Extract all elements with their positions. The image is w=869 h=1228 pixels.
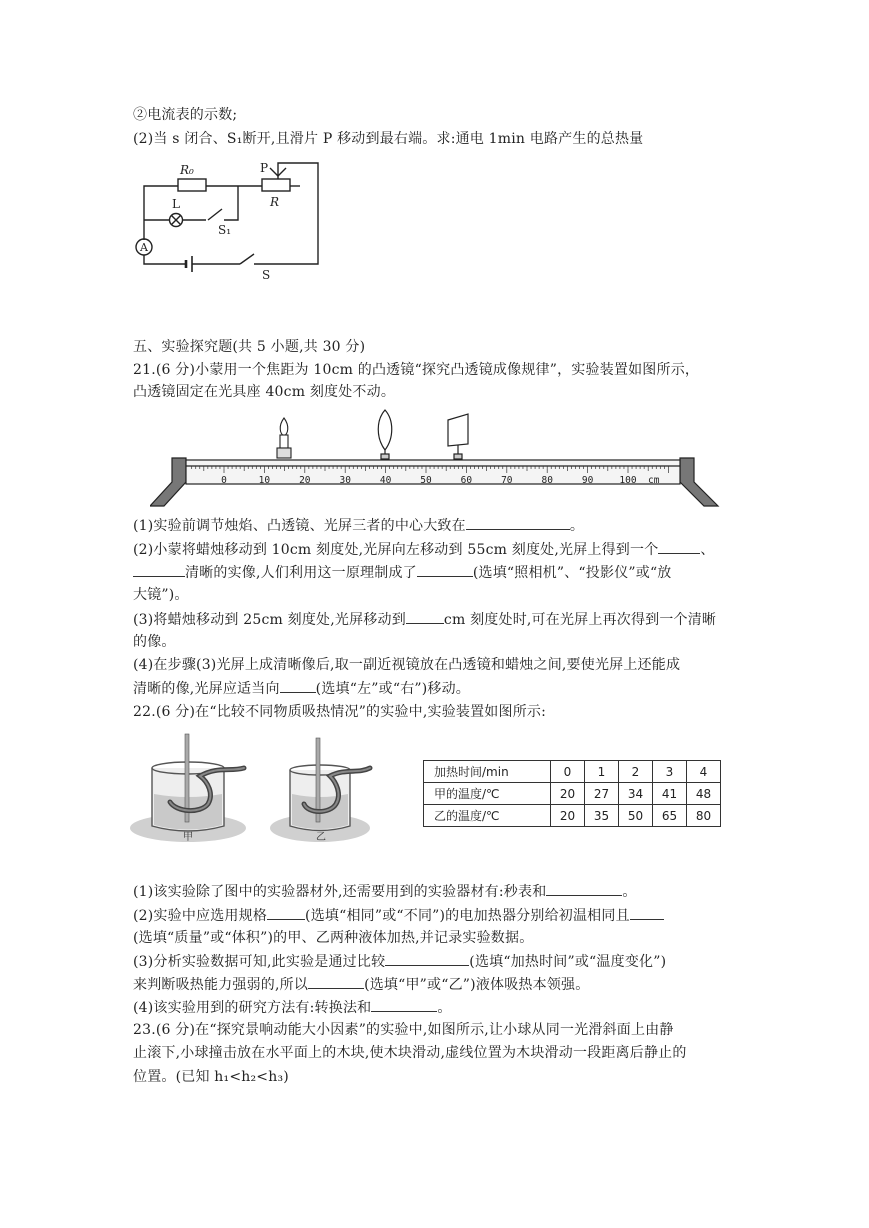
q22-part1-end: 。	[622, 884, 637, 900]
q21-part1	[133, 516, 584, 535]
q22-part2-line2: (选填“质量”或“体积”)的甲、乙两种液体加热,并记录实验数据。	[133, 930, 534, 946]
table-row	[424, 783, 721, 805]
q22-part3-text: (3)分析实验数据可知,此实验是通过比较	[133, 954, 386, 970]
q21-part3-text2: cm 刻度处时,可在光屏上再次得到一个清晰	[443, 612, 717, 628]
q21-part3-line2: 的像。	[133, 634, 176, 650]
q21-part2-blank1[interactable]	[658, 540, 700, 554]
table-cell: 80	[687, 805, 721, 827]
q23-line2: 止滚下,小球撞击放在水平面上的木块,使木块滑动,虚线位置为木块滑动一段距离后静止的	[133, 1045, 687, 1061]
q23-line3: 位置。(已知 h₁<h₂<h₃)	[133, 1069, 289, 1085]
table-row	[424, 805, 721, 827]
q22-part3-text3: 来判断吸热能力强弱的,所以	[133, 977, 309, 993]
q21-part2-text: (2)小蒙将蜡烛移动到 10cm 刻度处,光屏向左移动到 55cm 刻度处,光屏上得到一个	[133, 542, 659, 558]
p-label: P	[260, 161, 269, 175]
q22-part3-line2	[133, 975, 589, 994]
q22-part2-text2: (选填“相同”或“不同”)的电加热器分别给初温相同且	[305, 908, 630, 924]
q22-heading: 22.(6 分)在“比较不同物质吸热情况”的实验中,实验装置如图所示:	[133, 704, 547, 720]
beaker-yi-label: 乙	[316, 832, 326, 843]
q20-part2: (2)当 s 闭合、S₁断开,且滑片 P 移动到最右端。求:通电 1min 电路产生的总热量	[133, 131, 644, 147]
q22-part2-blank1[interactable]	[267, 906, 305, 920]
table-cell: 41	[653, 783, 687, 805]
ruler-tick-label: 30	[339, 475, 351, 486]
q22-part3-blank2[interactable]	[308, 975, 364, 989]
heating-data-table	[423, 760, 721, 827]
table-cell: 35	[585, 805, 619, 827]
q21-part4-line2	[133, 679, 470, 698]
ruler-tick-label: 0	[221, 475, 227, 486]
ruler-tick-label: 80	[541, 475, 553, 486]
table-cell: 27	[585, 783, 619, 805]
table-cell: 48	[687, 783, 721, 805]
q21-part2-sep: 、	[700, 542, 715, 558]
table-cell: 20	[551, 805, 585, 827]
q21-line1: 21.(6 分)小蒙用一个焦距为 10cm 的凸透镜“探究凸透镜成像规律”，实验装置如图所示，	[133, 362, 700, 378]
beaker-jia-icon	[130, 734, 246, 843]
q22-part3-line1	[133, 952, 666, 971]
q22-part1-blank[interactable]	[546, 882, 622, 896]
table-cell: 20	[551, 783, 585, 805]
ruler-tick-label: 90	[581, 475, 594, 486]
q21-part2-blank2[interactable]	[133, 563, 185, 577]
q21-part2-line2	[133, 563, 672, 582]
q21-line2: 凸透镜固定在光具座 40cm 刻度处不动。	[133, 384, 396, 400]
table-cell: 4	[687, 761, 721, 783]
section5-heading: 五、实验探究题(共 5 小题,共 30 分)	[133, 339, 366, 355]
table-row-label: 甲的温度/℃	[424, 783, 551, 805]
q21-part1-end: 。	[569, 518, 585, 534]
q21-part2-line3: 大镜”)。	[133, 587, 189, 603]
table-row	[424, 761, 721, 783]
table-cell: 34	[619, 783, 653, 805]
table-cell: 50	[619, 805, 653, 827]
q22-part2-blank2[interactable]	[630, 906, 664, 920]
q21-part2-text3: (选填“照相机”、“投影仪”或“放	[472, 565, 672, 581]
ruler-tick-label: 50	[420, 475, 432, 486]
q22-part3-text2: (选填“加热时间”或“温度变化”)	[469, 954, 667, 970]
q21-part1-blank[interactable]	[466, 516, 570, 530]
q23-line1: 23.(6 分)在“探究景响动能大小因素”的实验中,如图所示,让小球从同一光滑斜面上由静	[133, 1022, 674, 1038]
beakers-figure	[130, 732, 415, 850]
q22-part4-end: 。	[437, 1000, 452, 1016]
s1-label: S₁	[218, 223, 232, 237]
s-label: S	[262, 268, 271, 282]
q20-sub-item-current: ②电流表的示数;	[133, 107, 238, 123]
table-cell: 2	[619, 761, 653, 783]
q22-part2-line1	[133, 906, 664, 925]
q21-part3-line1	[133, 610, 716, 629]
q21-part2-text2: 清晰的实像,人们利用这一原理制成了	[185, 565, 417, 581]
candle-icon	[277, 418, 291, 458]
ruler-tick-label: 20	[299, 475, 311, 486]
bench-unit-label: cm	[648, 475, 660, 486]
l-label: L	[172, 197, 180, 211]
q22-part2-text: (2)实验中应选用规格	[133, 908, 268, 924]
beaker-yi-icon	[270, 738, 370, 843]
q21-part2-blank3[interactable]	[417, 563, 473, 577]
ruler-tick-label: 60	[460, 475, 473, 486]
table-cell: 65	[653, 805, 687, 827]
table-row-label: 加热时间/min	[424, 761, 551, 783]
q21-part3-text: (3)将蜡烛移动到 25cm 刻度处,光屏移动到	[133, 612, 406, 628]
table-row-label: 乙的温度/℃	[424, 805, 551, 827]
table-cell: 1	[585, 761, 619, 783]
q21-part4-text2: (选填“左”或“右”)移动。	[315, 681, 471, 697]
q21-part1-text: (1)实验前调节烛焰、凸透镜、光屏三者的中心大致在	[133, 518, 466, 534]
q21-part2-line1	[133, 540, 715, 559]
r0-label: R₀	[180, 163, 194, 177]
q22-part3-text4: (选填“甲”或“乙”)液体吸热本领强。	[364, 977, 590, 993]
q21-part3-blank[interactable]	[406, 610, 444, 624]
q22-part1-text: (1)该实验除了图中的实验器材外,还需要用到的实验器材有:秒表和	[133, 884, 547, 900]
optical-bench-diagram	[150, 408, 720, 510]
ruler-tick-label: 70	[501, 475, 513, 486]
table-cell: 3	[653, 761, 687, 783]
q22-part3-blank1[interactable]	[385, 952, 469, 966]
q22-part4-blank[interactable]	[371, 998, 437, 1012]
q21-part4-text: 清晰的像,光屏应适当向	[133, 681, 280, 697]
circuit-diagram	[130, 158, 330, 288]
ruler-tick-label: 100	[619, 475, 637, 486]
q21-part4-blank[interactable]	[280, 679, 316, 693]
q21-part4-line1: (4)在步骤(3)光屏上成清晰像后,取一副近视镜放在凸透镜和蜡烛之间,要使光屏上还能成	[133, 657, 681, 673]
q22-part4	[133, 998, 452, 1017]
table-cell: 0	[551, 761, 585, 783]
convex-lens-icon	[378, 410, 392, 459]
q22-part4-text: (4)该实验用到的研究方法有:转换法和	[133, 1000, 372, 1016]
light-screen-icon	[448, 414, 468, 459]
ammeter-label: A	[140, 241, 148, 254]
ruler-tick-label: 40	[379, 475, 392, 486]
r-label: R	[270, 195, 280, 209]
beaker-jia-label: 甲	[183, 832, 193, 843]
q22-part1	[133, 882, 637, 901]
ruler-tick-label: 10	[258, 475, 271, 486]
